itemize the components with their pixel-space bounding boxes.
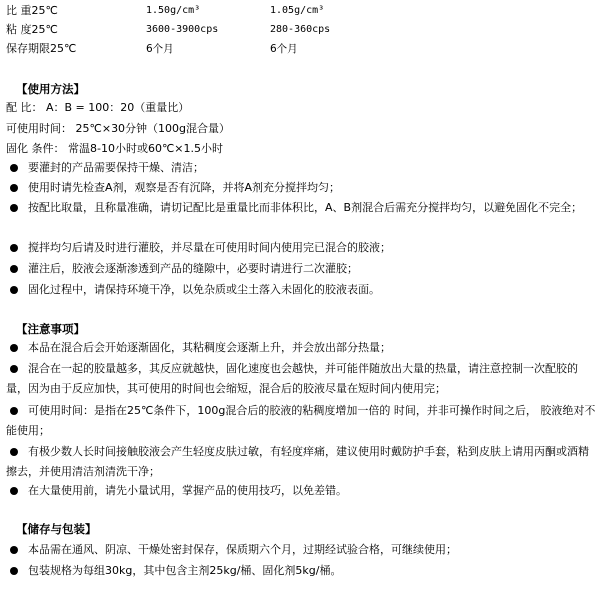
bullet-icon (10, 344, 18, 352)
spec-shelf-life-a: 6个月 (146, 43, 174, 55)
list-item: 固化过程中，请保持环境干净，以免杂质或尘土落入未固化的胶液表面。 (6, 280, 598, 300)
list-item: 要灌封的产品需要保持干燥、清洁； (6, 158, 598, 178)
list-item: 使用时请先检查A剂，观察是否有沉降，并将A剂充分搅拌均匀； (6, 178, 598, 198)
spec-label-shelf-life: 保存期限25℃ (6, 42, 77, 55)
storage-heading: 【储存与包装】 (16, 522, 97, 536)
notes-heading: 【注意事项】 (16, 322, 85, 336)
bullet-icon (10, 546, 18, 554)
spec-viscosity-a: 3600-3900cps (146, 24, 219, 35)
bullet-icon (10, 567, 18, 575)
list-item: 按配比取量，且称量准确，请切记配比是重量比而非体积比，A、B剂混合后需充分搅拌均匀，以避免固化不完全； (6, 198, 598, 218)
list-item: 混合在一起的胶量越多，其反应就越快，固化速度也会越快，并可能伴随放出大量的热量，请注意控制一次配胶的量，因为由于反应加快，其可使用的时间也会缩短，混合后的胶液尽量在短时间内使用完； (6, 362, 578, 395)
list-item: 有极少数人长时间接触胶液会产生轻度皮肤过敏，有轻度痒痛，建议使用时戴防护手套，粘到皮肤上请用丙酮或酒精擦去，并使用清洁剂清洗干净； (6, 445, 589, 478)
spec-density-a: 1.50g/cm³ (146, 5, 201, 16)
spec-shelf-life-b: 6个月 (270, 43, 298, 55)
bullet-icon (10, 407, 18, 415)
list-item: 本品在混合后会开始逐渐固化，其粘稠度会逐渐上升，并会放出部分热量； (6, 338, 598, 358)
bullet-icon (10, 365, 18, 373)
list-item: 本品需在通风、阴凉、干燥处密封保存，保质期六个月，过期经试验合格，可继续使用； (6, 540, 598, 560)
bullet-icon (10, 184, 18, 192)
bullet-icon (10, 204, 18, 212)
spec-viscosity-b: 280-360cps (270, 24, 331, 35)
bullet-icon (10, 265, 18, 273)
spec-density-b: 1.05g/cm³ (270, 5, 325, 16)
bullet-icon (10, 448, 18, 456)
bullet-icon (10, 286, 18, 294)
list-item: 灌注后，胶液会逐渐渗透到产品的缝隙中，必要时请进行二次灌胶； (6, 259, 598, 279)
list-item: 在大量使用前，请先小量试用，掌握产品的使用技巧，以免差错。 (6, 481, 598, 501)
bullet-icon (10, 487, 18, 495)
spec-label-viscosity: 粘 度25℃ (6, 23, 58, 36)
list-item: 搅拌均匀后请及时进行灌胶，并尽量在可使用时间内使用完已混合的胶液； (6, 238, 598, 258)
list-item: 包装规格为每组30kg，其中包含主剂25kg/桶、固化剂5kg/桶。 (6, 561, 598, 581)
spec-label-density: 比 重25℃ (6, 4, 58, 17)
usage-pot-life: 可使用时间： 25℃×30分钟（100g混合量） (6, 122, 231, 135)
list-item: 可使用时间：是指在25℃条件下，100g混合后的胶液的粘稠度增加一倍的 时间，并非可操作时间之后， 胶液绝对不能使用； (6, 404, 596, 437)
usage-cure-conditions: 固化 条件： 常温8-10小时或60℃×1.5小时 (6, 142, 224, 155)
bullet-icon (10, 164, 18, 172)
usage-heading: 【使用方法】 (16, 82, 85, 96)
bullet-icon (10, 244, 18, 252)
usage-ratio: 配 比： A：B = 100：20（重量比） (6, 101, 190, 114)
